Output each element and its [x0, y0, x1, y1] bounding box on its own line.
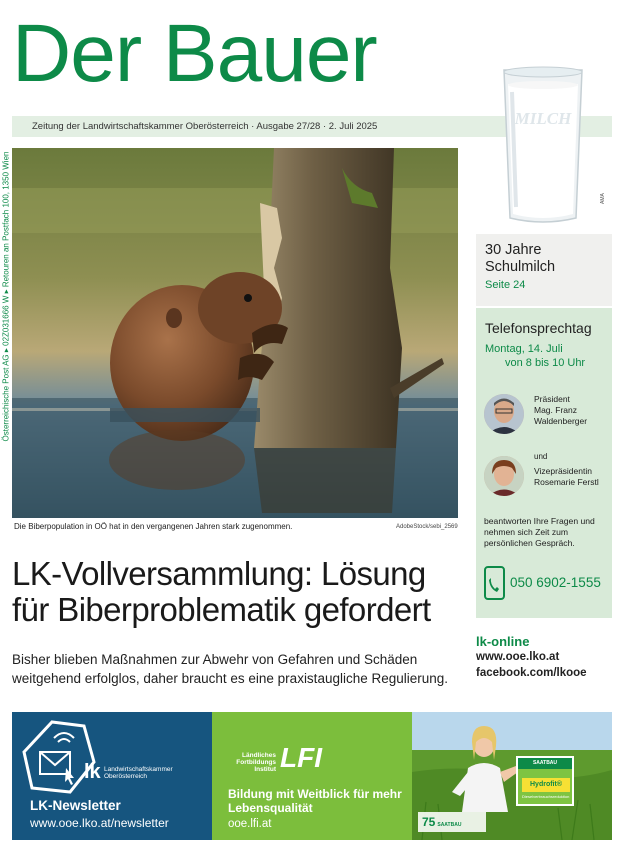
postal-imprint-text: Österreichische Post AG ▸ 02Z031666 W ▸ Retouren an Postfach 100, 1350 Wien	[1, 151, 11, 442]
person-name: Rosemarie Ferstl	[534, 477, 599, 487]
org-line: Fortbildungs	[236, 759, 276, 766]
phone-box-description: beantworten Ihre Fragen und nehmen sich Zeit zum persönlichen Gespräch.	[484, 516, 595, 548]
person-name: Waldenberger	[534, 416, 588, 426]
product-name: Hydrofit®	[522, 778, 570, 792]
newsletter-url[interactable]: www.ooe.lko.at/newsletter	[30, 816, 169, 830]
newsletter-banner[interactable]	[12, 712, 212, 840]
avatar	[484, 456, 524, 496]
issue-line: Zeitung der Landwirtschaftskammer Oberösterreich · Ausgabe 27/28 · 2. Juli 2025	[12, 116, 612, 137]
phone-icon	[484, 566, 505, 600]
postal-imprint	[0, 148, 12, 448]
person-role: Präsident	[534, 394, 570, 404]
lk-online-block	[476, 634, 616, 679]
saatbau-logo	[418, 812, 486, 832]
schulmilch-teaser[interactable]	[476, 234, 612, 306]
phone-number-row[interactable]	[484, 566, 609, 602]
lk-org-name	[104, 766, 173, 780]
date-line: Montag, 14. Juli	[485, 343, 563, 355]
article-lead: Bisher blieben Maßnahmen zur Abwehr von Gefahren und Schäden weitgehend erfolglos, daher braucht es eine praxistaugliche Regulierung.	[12, 652, 449, 686]
hydrofit-sign	[516, 756, 574, 806]
org-line: Landwirtschaftskammer	[104, 766, 173, 773]
telefonsprechtag-box	[476, 308, 612, 618]
beaver-photo	[12, 148, 458, 518]
logo-number: 75	[422, 815, 436, 829]
main-headline[interactable]	[12, 556, 467, 628]
headline-line: LK-Vollversammlung: Lösung	[12, 555, 426, 592]
lfi-org-name	[228, 752, 276, 773]
phone-number[interactable]: 050 6902-1555	[510, 575, 601, 590]
milk-glass-image	[500, 62, 586, 226]
milk-credit: AMA	[600, 193, 606, 204]
person-president	[484, 394, 606, 434]
online-heading: lk-online	[476, 634, 530, 649]
teaser-page-ref: Seite 24	[485, 279, 526, 291]
hero-caption: Die Biberpopulation in OÖ hat in den vergangenen Jahren stark zugenommen.	[14, 522, 293, 531]
teaser-title-line: Schulmilch	[485, 259, 556, 275]
org-line: Institut	[254, 766, 276, 773]
website-link[interactable]: www.ooe.lko.at	[476, 651, 560, 663]
person-name: Mag. Franz	[534, 405, 577, 415]
product-sub: Dieselverbrauchsreduktion	[522, 794, 570, 799]
logo-text: SAATBAU	[437, 822, 462, 828]
headline-line: für Biberproblematik gefordert	[12, 591, 431, 628]
phone-box-date	[485, 342, 603, 370]
org-line: Ländliches	[242, 752, 276, 759]
connector-text: und	[534, 452, 548, 461]
person-text	[534, 466, 599, 488]
person-text	[534, 394, 587, 427]
saatbau-ad[interactable]	[412, 712, 612, 840]
newsletter-title: LK-Newsletter	[30, 798, 121, 813]
phone-box-title: Telefonsprechtag	[485, 320, 592, 336]
person-vice-president	[484, 456, 606, 496]
lfi-banner[interactable]	[212, 712, 412, 840]
milk-glass-icon	[500, 62, 586, 226]
lk-logo: lk	[84, 761, 101, 783]
lfi-url[interactable]: ooe.lfi.at	[228, 818, 272, 830]
hero-credit: AdobeStock/sebi_2569	[396, 524, 458, 530]
time-line: von 8 bis 10 Uhr	[505, 357, 586, 369]
sign-header: SAATBAU	[518, 758, 572, 769]
hero-photo	[12, 148, 458, 518]
avatar	[484, 394, 524, 434]
person-role: Vizepräsidentin	[534, 466, 592, 476]
lfi-logo: LFI	[280, 742, 322, 773]
masthead-title: Der Bauer	[12, 8, 377, 99]
org-line: Oberösterreich	[104, 773, 147, 780]
facebook-link[interactable]: facebook.com/lkooe	[476, 667, 587, 679]
milk-glass-label: MILCH	[514, 109, 572, 128]
lfi-slogan: Bildung mit Weitblick für mehr Lebensqualität	[228, 787, 402, 815]
teaser-title-line: 30 Jahre	[485, 242, 542, 258]
